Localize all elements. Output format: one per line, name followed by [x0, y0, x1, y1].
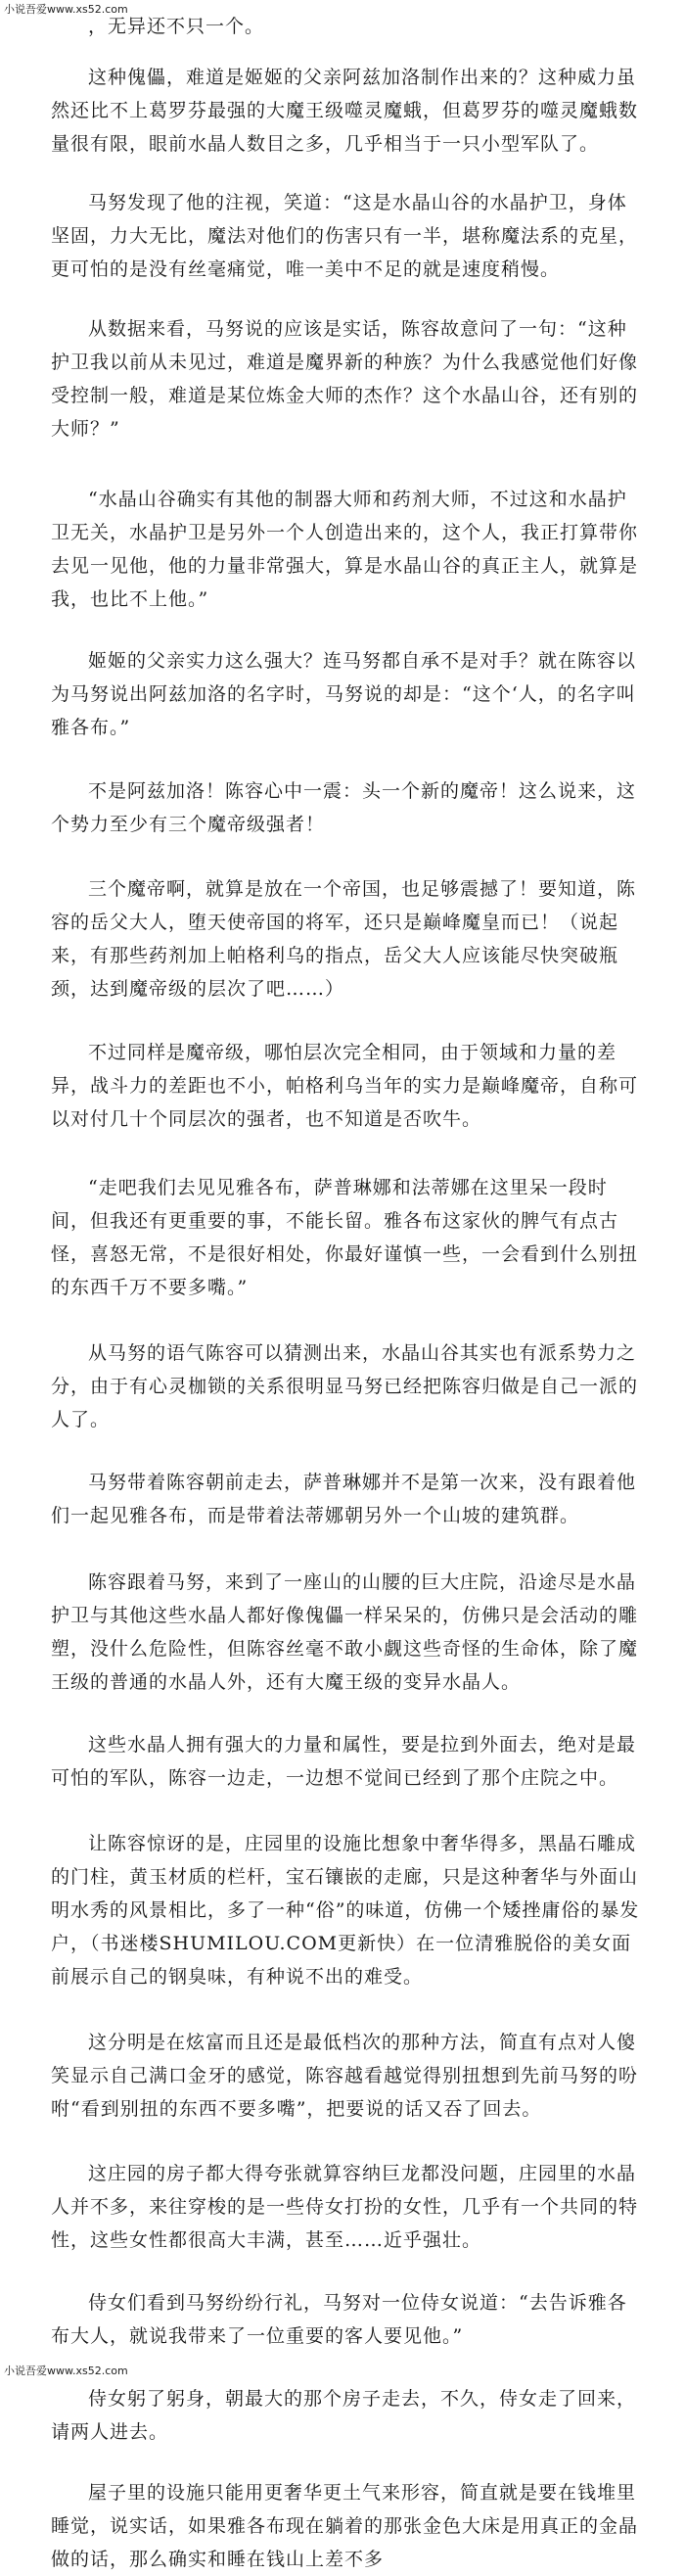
- paragraph: 屋子里的设施只能用更奢华更土气来形容，简直就是要在钱堆里睡觉，说实话，如果雅各布现在躺着的那张金色大床是用真正的金晶做的话，那么确实和睡在钱山上差不多: [51, 2482, 639, 2570]
- paragraph: 侍女们看到马努纷纷行礼，马努对一位侍女说道：“去告诉雅各布大人，就说我带来了一位重要的客人要见他。”: [51, 2292, 627, 2347]
- site-watermark-bottom: 小说吾爱www.xs52.com: [4, 2365, 128, 2377]
- paragraph: 马努发现了他的注视，笑道：“这是水晶山谷的水晶护卫，身体坚固，力大无比，魔法对他们的伤害只有一半，堪称魔法系的克星，更可怕的是没有丝毫痛觉，唯一美中不足的就是速度稍慢。: [51, 192, 639, 280]
- paragraph: 陈容跟着马努，来到了一座山的山腰的巨大庄院，沿途尽是水晶护卫与其他这些水晶人都好像傀儡一样呆呆的，仿佛只是会活动的雕塑，没什么危险性，但陈容丝毫不敢小觑这些奇怪的生命体，除了魔王级的普通的水晶人外，还有大魔王级的变异水晶人。: [51, 1571, 639, 1693]
- paragraph: 三个魔帝啊，就算是放在一个帝国，也足够震撼了！要知道，陈容的岳父大人，堕天使帝国的将军，还只是巅峰魔皇而已！（说起来，有那些药剂加上帕格利乌的指点，岳父大人应该能尽快突破瓶颈，达到魔帝级的层次了吧……）: [51, 878, 637, 1000]
- paragraph: 姬姬的父亲实力这么强大？连马努都自承不是对手？就在陈容以为马努说出阿兹加洛的名字时，马努说的却是：“这个‘人，的名字叫雅各布。”: [51, 650, 637, 738]
- paragraph: 不是阿兹加洛！陈容心中一震：头一个新的魔帝！这么说来，这个势力至少有三个魔帝级强者！: [51, 780, 637, 835]
- paragraph: “走吧我们去见见雅各布，萨普琳娜和法蒂娜在这里呆一段时间，但我还有更重要的事，不能长留。雅各布这家伙的脾气有点古怪，喜怒无常，不是很好相处，你最好谨慎一些，一会看到什么别扭的东西千万不要多嘴。”: [51, 1177, 639, 1298]
- paragraph: 这分明是在炫富而且还是最低档次的那种方法，简直有点对人傻笑显示自己满口金牙的感觉，陈容越看越觉得别扭想到先前马努的吩咐“看到别扭的东西不要多嘴”，把要说的话又吞了回去。: [51, 2032, 639, 2120]
- paragraph: 这庄园的房子都大得夸张就算容纳巨龙都没问题，庄园里的水晶人并不多，来往穿梭的是一些侍女打扮的女性，几乎有一个共同的特性，这些女性都很高大丰满，甚至……近乎强壮。: [51, 2163, 639, 2251]
- paragraph: 让陈容惊讶的是，庄园里的设施比想象中奢华得多，黑晶石雕成的门柱，黄玉材质的栏杆，宝石镶嵌的走廊，只是这种奢华与外面山明水秀的风景相比，多了一种“俗”的味道，仿佛一个矮挫庸俗的暴发户，（书迷楼SHUMILOU.COM更新快）在一位清雅脱俗的美女面前展示自己的钢臭味，有种说不出的难受。: [51, 1833, 640, 1988]
- site-watermark-top: 小说吾爱www.xs52.com: [4, 3, 128, 16]
- paragraph: 马努带着陈容朝前走去，萨普琳娜并不是第一次来，没有跟着他们一起见雅各布，而是带着法蒂娜朝另外一个山坡的建筑群。: [51, 1472, 637, 1526]
- paragraph: 这种傀儡，难道是姬姬的父亲阿兹加洛制作出来的？这种威力虽然还比不上葛罗芬最强的大魔王级噬灵魔蛾，但葛罗芬的噬灵魔蛾数量很有限，眼前水晶人数目之多，几乎相当于一只小型军队了。: [51, 67, 639, 155]
- paragraph: 从数据来看，马努说的应该是实话，陈容故意问了一句：“这种护卫我以前从未见过，难道是魔界新的种族？为什么我感觉他们好像受控制一般，难道是某位炼金大师的杰作？这个水晶山谷，还有别的大师？”: [51, 318, 639, 440]
- paragraph: “水晶山谷确实有其他的制器大师和药剂大师，不过这和水晶护卫无关，水晶护卫是另外一个人创造出来的，这个人，我正打算带你去见一见他，他的力量非常强大，算是水晶山谷的真正主人，就算是我，也比不上他。”: [51, 489, 639, 610]
- paragraph: 不过同样是魔帝级，哪怕层次完全相同，由于领域和力量的差异，战斗力的差距也不小，帕格利乌当年的实力是巅峰魔帝，自称可以对付几十个同层次的强者，也不知道是否吹牛。: [51, 1042, 639, 1130]
- paragraph: 侍女躬了躬身，朝最大的那个房子走去，不久，侍女走了回来，请两人进去。: [51, 2388, 637, 2443]
- paragraph: 从马努的语气陈容可以猜测出来，水晶山谷其实也有派系势力之分，由于有心灵枷锁的关系很明显马努已经把陈容归做是自己一派的人了。: [51, 1342, 639, 1430]
- paragraph: ，无异还不只一个。: [88, 16, 265, 37]
- paragraph: 这些水晶人拥有强大的力量和属性，要是拉到外面去，绝对是最可怕的军队，陈容一边走，一边想不觉间已经到了那个庄院之中。: [51, 1734, 637, 1789]
- chapter-text: [51, 14, 642, 2576]
